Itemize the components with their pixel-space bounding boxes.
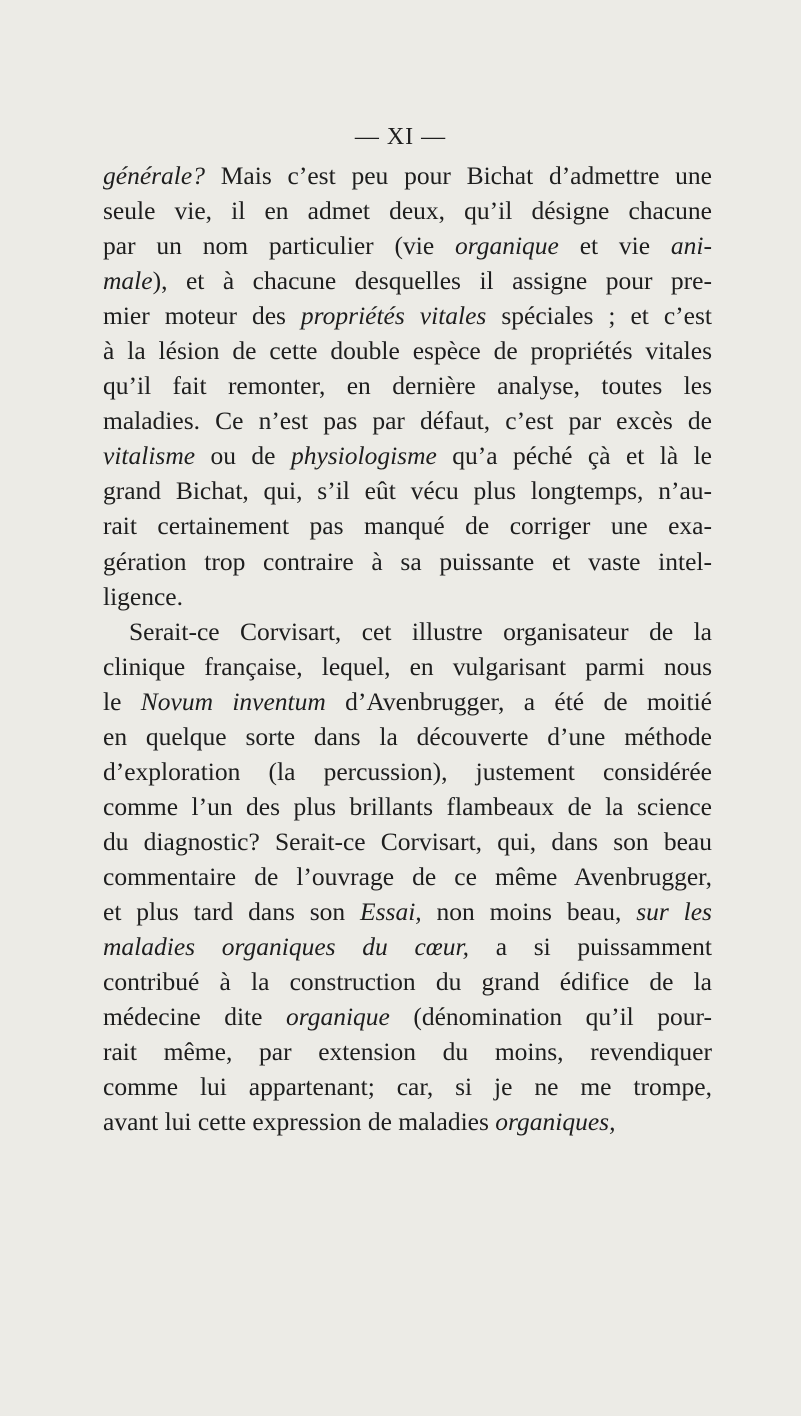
text-segment: maladies. Ce n’est pas par défaut, c’est par excès de bbox=[103, 406, 712, 436]
text-line bbox=[103, 1104, 712, 1139]
text-line bbox=[103, 684, 712, 719]
italic-segment: Novum inventum bbox=[140, 686, 326, 716]
text-segment: ou de bbox=[195, 441, 291, 471]
text-line bbox=[103, 789, 712, 824]
text-segment: ), et à chacune desquelles il assigne pour pre- bbox=[152, 266, 712, 296]
text-segment: rait même, par extension du moins, revendiquer bbox=[103, 1037, 712, 1067]
text-line bbox=[103, 614, 712, 649]
italic-segment: organiques, bbox=[495, 1107, 616, 1137]
text-line bbox=[103, 894, 712, 929]
text-segment: non moins beau, bbox=[421, 896, 637, 926]
body-text bbox=[103, 158, 712, 1139]
text-line bbox=[103, 999, 712, 1034]
text-segment: d’Avenbrugger, a été de moitié bbox=[325, 686, 712, 716]
text-line bbox=[103, 228, 712, 263]
text-segment: mier moteur des bbox=[103, 301, 301, 331]
text-line bbox=[103, 754, 712, 789]
text-segment: Mais c’est peu pour Bichat d’admettre une bbox=[204, 161, 712, 190]
text-line bbox=[103, 403, 712, 438]
text-segment: Serait-ce Corvisart, cet illustre organisateur de la bbox=[129, 616, 712, 646]
text-line bbox=[103, 1069, 712, 1104]
text-line bbox=[103, 333, 712, 368]
text-segment: et plus tard dans son bbox=[103, 896, 361, 926]
text-segment: ligence. bbox=[103, 581, 183, 611]
text-segment: en quelque sorte dans la découverte d’une méthode bbox=[103, 721, 712, 751]
italic-segment: organique bbox=[285, 1002, 390, 1032]
text-line bbox=[103, 824, 712, 859]
text-line bbox=[103, 579, 712, 614]
text-segment: à la lésion de cette double espèce de propriétés vitales bbox=[103, 336, 712, 366]
running-head-page-number: — XI — bbox=[354, 124, 447, 150]
italic-segment: sur les bbox=[636, 896, 712, 926]
text-segment: a si puissamment bbox=[469, 932, 712, 962]
text-segment: seule vie, il en admet deux, qu’il désigne chacune bbox=[103, 196, 712, 226]
text-segment: et vie bbox=[558, 231, 671, 261]
text-segment: qu’il fait remonter, en dernière analyse, toutes les bbox=[103, 371, 712, 401]
text-line bbox=[103, 193, 712, 228]
text-line bbox=[103, 508, 712, 543]
italic-segment: maladies organiques du cœur, bbox=[103, 932, 470, 962]
text-line bbox=[103, 929, 712, 964]
text-line bbox=[103, 544, 712, 579]
text-line bbox=[103, 859, 712, 894]
text-segment: comme lui appartenant; car, si je ne me trompe, bbox=[103, 1072, 712, 1102]
text-line bbox=[103, 964, 712, 999]
italic-segment: physiologisme bbox=[290, 441, 437, 471]
text-segment: commentaire de l’ouvrage de ce même Avenbrugger, bbox=[103, 861, 712, 891]
text-segment: d’exploration (la percussion), justement considérée bbox=[103, 756, 712, 786]
italic-segment: organique bbox=[454, 231, 559, 261]
italic-segment: propriétés vitales bbox=[300, 301, 487, 331]
italic-segment: male bbox=[103, 266, 153, 296]
text-line bbox=[103, 368, 712, 403]
text-segment: comme l’un des plus brillants flambeaux de la science bbox=[103, 791, 712, 821]
text-line bbox=[103, 298, 712, 333]
text-segment: avant lui cette expression de maladies bbox=[103, 1107, 496, 1137]
text-line bbox=[103, 158, 712, 193]
text-segment: médecine dite bbox=[103, 1002, 286, 1032]
text-segment: rait certainement pas manqué de corriger une exa- bbox=[103, 511, 712, 541]
text-segment: du diagnostic? Serait-ce Corvisart, qui, dans son beau bbox=[103, 826, 712, 856]
text-line bbox=[103, 263, 712, 298]
italic-segment: générale? bbox=[103, 161, 205, 190]
text-segment: par un nom particulier (vie bbox=[103, 231, 455, 261]
text-segment: grand Bichat, qui, s’il eût vécu plus longtemps, n’au- bbox=[103, 476, 712, 506]
text-line bbox=[103, 719, 712, 754]
text-segment: qu’a péché çà et là le bbox=[436, 441, 713, 471]
text-segment: spéciales ; et c’est bbox=[486, 301, 712, 331]
text-line bbox=[103, 649, 712, 684]
text-line bbox=[103, 473, 712, 508]
text-segment: (dénomination qu’il pour- bbox=[389, 1002, 712, 1032]
italic-segment: Essai, bbox=[360, 896, 422, 926]
text-line bbox=[103, 438, 712, 473]
text-line bbox=[103, 1034, 712, 1069]
text-segment: le bbox=[103, 686, 141, 716]
text-segment: contribué à la construction du grand édifice de la bbox=[103, 967, 712, 997]
text-segment: gération trop contraire à sa puissante et vaste intel- bbox=[103, 546, 712, 576]
text-segment: clinique française, lequel, en vulgarisant parmi nous bbox=[103, 651, 712, 681]
italic-segment: ani- bbox=[670, 231, 712, 261]
italic-segment: vitalisme bbox=[103, 441, 196, 471]
